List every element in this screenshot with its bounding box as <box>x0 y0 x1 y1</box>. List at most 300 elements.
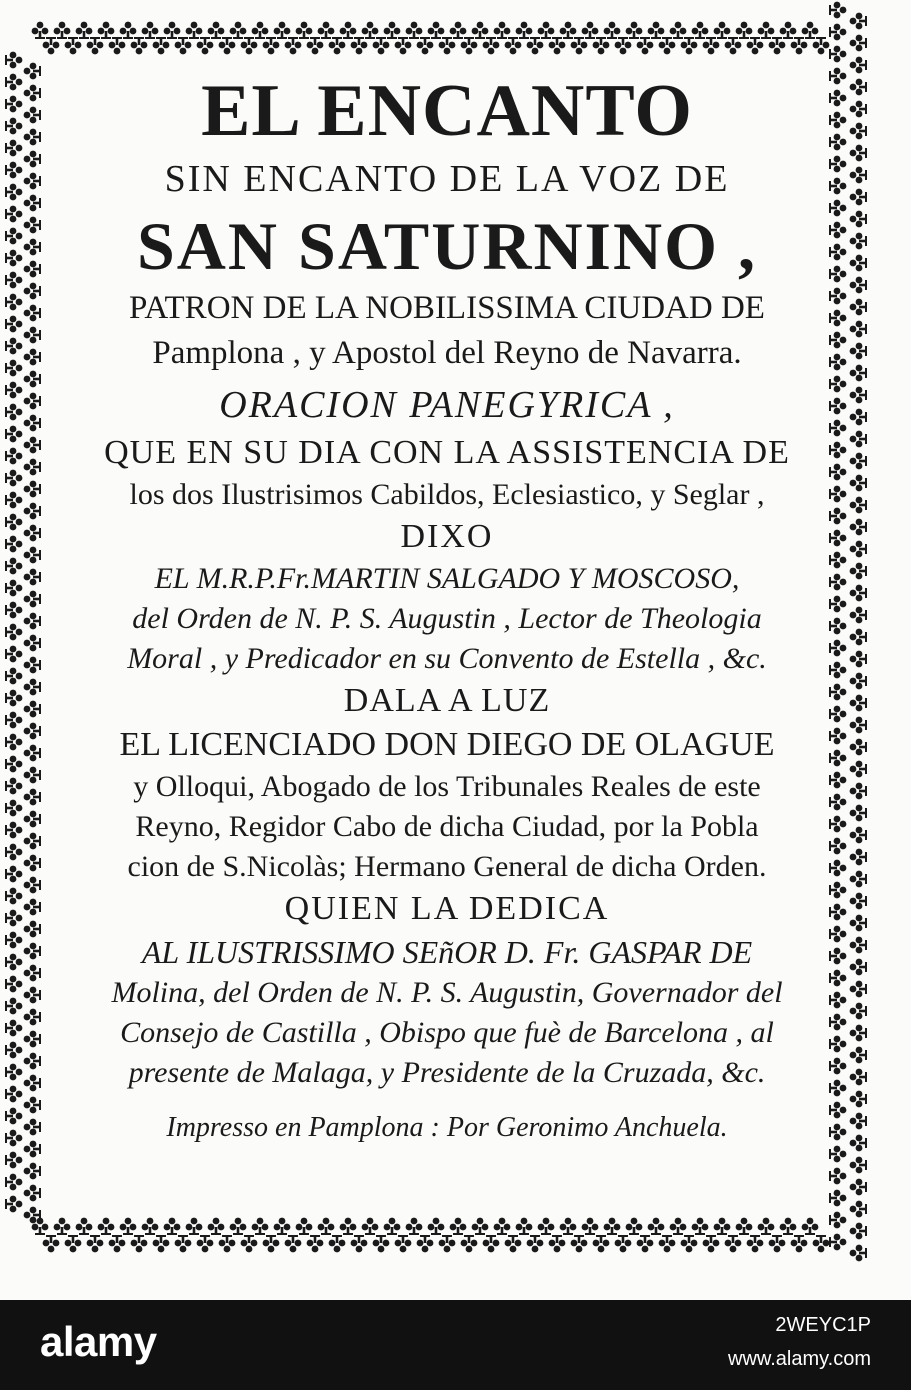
image-id-text: 2WEYC1P <box>775 1314 871 1336</box>
fleuron-ornament <box>725 1235 742 1252</box>
fleuron-ornament <box>296 1218 313 1235</box>
fleuron-ornament <box>850 13 867 30</box>
ilustrissimo-line: AL ILUSTRISSIMO SEñOR D. Fr. GASPAR DE <box>141 934 753 970</box>
fleuron-ornament <box>24 987 41 1004</box>
fleuron-ornament <box>850 409 867 426</box>
fleuron-ornament <box>560 1218 577 1235</box>
molina-line: Molina, del Orden de N. P. S. Augustin, Governador del <box>111 976 783 1009</box>
fleuron-ornament <box>230 22 247 39</box>
fleuron-ornament <box>571 1235 588 1252</box>
fleuron-ornament <box>714 22 731 39</box>
fleuron-ornament <box>850 827 867 844</box>
fleuron-ornament <box>439 1235 456 1252</box>
fleuron-ornament <box>24 239 41 256</box>
fleuron-ornament <box>850 255 867 272</box>
fleuron-ornament <box>54 22 71 39</box>
fleuron-ornament <box>87 37 104 54</box>
border-left-column <box>5 52 41 1224</box>
fleuron-ornament <box>850 1245 867 1262</box>
fleuron-ornament <box>850 431 867 448</box>
fleuron-ornament <box>850 35 867 52</box>
fleuron-ornament <box>615 1235 632 1252</box>
fleuron-ornament <box>850 761 867 778</box>
fleuron-ornament <box>850 519 867 536</box>
fleuron-ornament <box>186 1218 203 1235</box>
cabildos-line: los dos Ilustrisimos Cabildos, Eclesiastico, y Seglar , <box>129 478 765 511</box>
fleuron-ornament <box>24 283 41 300</box>
fleuron-ornament <box>373 37 390 54</box>
fleuron-ornament <box>850 1113 867 1130</box>
fleuron-ornament <box>5 646 22 663</box>
fleuron-ornament <box>417 1235 434 1252</box>
fleuron-ornament <box>285 1235 302 1252</box>
fleuron-ornament <box>5 1042 22 1059</box>
fleuron-ornament <box>5 250 22 267</box>
fleuron-ornament <box>829 1168 846 1185</box>
fleuron-ornament <box>175 37 192 54</box>
fleuron-ornament <box>384 22 401 39</box>
fleuron-ornament <box>373 1235 390 1252</box>
fleuron-ornament <box>252 22 269 39</box>
fleuron-ornament <box>318 22 335 39</box>
fleuron-ornament <box>5 536 22 553</box>
fleuron-ornament <box>850 849 867 866</box>
fleuron-ornament <box>850 277 867 294</box>
fleuron-ornament <box>829 24 846 41</box>
fleuron-ornament <box>5 382 22 399</box>
fleuron-ornament <box>5 272 22 289</box>
fleuron-ornament <box>850 651 867 668</box>
fleuron-ornament <box>5 426 22 443</box>
fleuron-ornament <box>850 211 867 228</box>
fleuron-ornament <box>219 37 236 54</box>
fleuron-ornament <box>850 123 867 140</box>
fleuron-ornament <box>5 492 22 509</box>
fleuron-ornament <box>395 37 412 54</box>
fleuron-ornament <box>24 745 41 762</box>
fleuron-ornament <box>450 22 467 39</box>
fleuron-ornament <box>747 1235 764 1252</box>
fleuron-ornament <box>538 22 555 39</box>
pamplona-line: Pamplona , y Apostol del Reyno de Navarra. <box>152 335 742 371</box>
fleuron-ornament <box>758 22 775 39</box>
fleuron-ornament <box>5 338 22 355</box>
border-bottom-row <box>32 1218 830 1253</box>
fleuron-ornament <box>252 1218 269 1235</box>
fleuron-ornament <box>850 783 867 800</box>
fleuron-ornament <box>850 321 867 338</box>
fleuron-ornament <box>24 217 41 234</box>
fleuron-ornament <box>87 1235 104 1252</box>
fleuron-ornament <box>24 723 41 740</box>
fleuron-ornament <box>32 22 49 39</box>
fleuron-ornament <box>318 1218 335 1235</box>
fleuron-ornament <box>24 129 41 146</box>
fleuron-ornament <box>24 327 41 344</box>
fleuron-ornament <box>850 387 867 404</box>
fleuron-ornament <box>637 37 654 54</box>
fleuron-ornament <box>791 1235 808 1252</box>
fleuron-ornament <box>76 22 93 39</box>
fleuron-ornament <box>153 1235 170 1252</box>
fleuron-ornament <box>5 844 22 861</box>
fleuron-ornament <box>850 1135 867 1152</box>
imprint-line: Impresso en Pamplona : Por Geronimo Anchuela. <box>166 1112 728 1143</box>
fleuron-ornament <box>5 448 22 465</box>
fleuron-ornament <box>637 1235 654 1252</box>
border-top-row <box>32 22 830 55</box>
fleuron-ornament <box>24 1053 41 1070</box>
fleuron-ornament <box>5 580 22 597</box>
fleuron-ornament <box>307 1235 324 1252</box>
fleuron-ornament <box>24 701 41 718</box>
fleuron-ornament <box>406 22 423 39</box>
title-text-block <box>62 66 832 1142</box>
fleuron-ornament <box>329 37 346 54</box>
fleuron-ornament <box>483 1235 500 1252</box>
fleuron-ornament <box>5 96 22 113</box>
fleuron-ornament <box>670 1218 687 1235</box>
fleuron-ornament <box>850 475 867 492</box>
fleuron-ornament <box>850 365 867 382</box>
fleuron-ornament <box>24 635 41 652</box>
fleuron-ornament <box>5 690 22 707</box>
fleuron-ornament <box>461 1235 478 1252</box>
fleuron-ornament <box>24 459 41 476</box>
fleuron-ornament <box>5 558 22 575</box>
fleuron-ornament <box>736 22 753 39</box>
fleuron-ornament <box>285 37 302 54</box>
fleuron-ornament <box>24 965 41 982</box>
fleuron-ornament <box>593 37 610 54</box>
fleuron-ornament <box>681 1235 698 1252</box>
fleuron-ornament <box>24 1185 41 1202</box>
fleuron-ornament <box>24 393 41 410</box>
fleuron-ornament <box>5 1130 22 1147</box>
fleuron-ornament <box>5 1196 22 1213</box>
fleuron-ornament <box>5 998 22 1015</box>
fleuron-ornament <box>626 22 643 39</box>
fleuron-ornament <box>24 833 41 850</box>
fleuron-ornament <box>725 37 742 54</box>
fleuron-ornament <box>5 316 22 333</box>
fleuron-ornament <box>549 37 566 54</box>
fleuron-ornament <box>5 140 22 157</box>
fleuron-ornament <box>5 1086 22 1103</box>
fleuron-ornament <box>142 1218 159 1235</box>
fleuron-ornament <box>24 899 41 916</box>
fleuron-ornament <box>850 1069 867 1086</box>
fleuron-ornament <box>5 1174 22 1191</box>
fleuron-ornament <box>5 954 22 971</box>
fleuron-ornament <box>98 1218 115 1235</box>
fleuron-ornament <box>527 37 544 54</box>
fleuron-ornament <box>24 877 41 894</box>
fleuron-ornament <box>24 107 41 124</box>
fleuron-ornament <box>850 233 867 250</box>
fleuron-ornament <box>362 1218 379 1235</box>
fleuron-ornament <box>850 607 867 624</box>
fleuron-ornament <box>5 360 22 377</box>
fleuron-ornament <box>5 822 22 839</box>
fleuron-ornament <box>24 811 41 828</box>
fleuron-ornament <box>175 1235 192 1252</box>
fleuron-ornament <box>428 1218 445 1235</box>
fleuron-ornament <box>5 404 22 421</box>
fleuron-ornament <box>850 915 867 932</box>
fleuron-ornament <box>850 981 867 998</box>
fleuron-ornament <box>829 46 846 63</box>
fleuron-ornament <box>24 569 41 586</box>
fleuron-ornament <box>648 22 665 39</box>
fleuron-ornament <box>850 673 867 690</box>
fleuron-ornament <box>813 37 830 54</box>
fleuron-ornament <box>24 657 41 674</box>
fleuron-ornament <box>24 679 41 696</box>
fleuron-ornament <box>850 563 867 580</box>
fleuron-ornament <box>24 1075 41 1092</box>
fleuron-ornament <box>5 888 22 905</box>
fleuron-ornament <box>24 261 41 278</box>
fleuron-ornament <box>24 1009 41 1026</box>
fleuron-ornament <box>65 1235 82 1252</box>
fleuron-ornament <box>850 717 867 734</box>
fleuron-ornament <box>850 739 867 756</box>
fleuron-ornament <box>24 1119 41 1136</box>
fleuron-ornament <box>850 585 867 602</box>
fleuron-ornament <box>120 1218 137 1235</box>
fleuron-ornament <box>850 145 867 162</box>
watermark-bar <box>0 1300 911 1390</box>
fleuron-ornament <box>24 921 41 938</box>
fleuron-ornament <box>307 37 324 54</box>
fleuron-ornament <box>850 629 867 646</box>
fleuron-ornament <box>417 37 434 54</box>
fleuron-ornament <box>362 22 379 39</box>
fleuron-ornament <box>5 470 22 487</box>
fleuron-ornament <box>24 151 41 168</box>
fleuron-ornament <box>65 37 82 54</box>
consejo-line: Consejo de Castilla , Obispo que fuè de Barcelona , al <box>120 1016 774 1049</box>
fleuron-ornament <box>516 1218 533 1235</box>
border-right-column <box>829 2 867 1262</box>
fleuron-ornament <box>5 910 22 927</box>
fleuron-ornament <box>850 541 867 558</box>
fleuron-ornament <box>850 1223 867 1240</box>
fleuron-ornament <box>780 1218 797 1235</box>
fleuron-ornament <box>142 22 159 39</box>
fleuron-ornament <box>5 228 22 245</box>
fleuron-ornament <box>769 1235 786 1252</box>
fleuron-ornament <box>850 871 867 888</box>
fleuron-ornament <box>131 37 148 54</box>
fleuron-ornament <box>538 1218 555 1235</box>
fleuron-ornament <box>5 1064 22 1081</box>
fleuron-ornament <box>829 1234 846 1251</box>
fleuron-ornament <box>5 162 22 179</box>
fleuron-ornament <box>747 37 764 54</box>
fleuron-ornament <box>24 503 41 520</box>
fleuron-ornament <box>208 22 225 39</box>
fleuron-ornament <box>24 437 41 454</box>
fleuron-ornament <box>241 37 258 54</box>
fleuron-ornament <box>659 37 676 54</box>
fleuron-ornament <box>472 22 489 39</box>
fleuron-ornament <box>571 37 588 54</box>
author-line: EL M.R.P.Fr.MARTIN SALGADO Y MOSCOSO, <box>154 562 740 595</box>
fleuron-ornament <box>439 37 456 54</box>
fleuron-ornament <box>850 959 867 976</box>
fleuron-ornament <box>24 173 41 190</box>
fleuron-ornament <box>472 1218 489 1235</box>
fleuron-ornament <box>692 1218 709 1235</box>
fleuron-ornament <box>850 79 867 96</box>
fleuron-ornament <box>164 1218 181 1235</box>
fleuron-ornament <box>527 1235 544 1252</box>
fleuron-ornament <box>5 624 22 641</box>
fleuron-ornament <box>736 1218 753 1235</box>
fleuron-ornament <box>406 1218 423 1235</box>
fleuron-ornament <box>219 1235 236 1252</box>
fleuron-ornament <box>829 1190 846 1207</box>
fleuron-ornament <box>5 668 22 685</box>
fleuron-ornament <box>5 1020 22 1037</box>
fleuron-ornament <box>516 22 533 39</box>
fleuron-ornament <box>626 1218 643 1235</box>
fleuron-ornament <box>494 1218 511 1235</box>
nicolas-line: cion de S.Nicolàs; Hermano General de dicha Orden. <box>127 850 767 883</box>
fleuron-ornament <box>5 184 22 201</box>
malaga-line: presente de Malaga, y Presidente de la Cruzada, &c. <box>128 1056 766 1089</box>
fleuron-ornament <box>24 613 41 630</box>
fleuron-ornament <box>76 1218 93 1235</box>
alamy-logo: alamy <box>40 1318 157 1365</box>
fleuron-ornament <box>802 22 819 39</box>
fleuron-ornament <box>483 37 500 54</box>
fleuron-ornament <box>850 1047 867 1064</box>
fleuron-ornament <box>648 1218 665 1235</box>
fleuron-ornament <box>850 497 867 514</box>
fleuron-ornament <box>340 22 357 39</box>
reyno-line: Reyno, Regidor Cabo de dicha Ciudad, por la Pobla <box>135 810 759 843</box>
fleuron-ornament <box>24 1141 41 1158</box>
fleuron-ornament <box>24 371 41 388</box>
olloqui-line: y Olloqui, Abogado de los Tribunales Reales de este <box>133 770 761 803</box>
fleuron-ornament <box>5 1152 22 1169</box>
fleuron-ornament <box>384 1218 401 1235</box>
fleuron-ornament <box>703 1235 720 1252</box>
fleuron-ornament <box>560 22 577 39</box>
fleuron-ornament <box>758 1218 775 1235</box>
fleuron-ornament <box>769 37 786 54</box>
fleuron-ornament <box>24 767 41 784</box>
fleuron-ornament <box>351 1235 368 1252</box>
fleuron-ornament <box>296 22 313 39</box>
fleuron-ornament <box>850 805 867 822</box>
fleuron-ornament <box>263 37 280 54</box>
fleuron-ornament <box>714 1218 731 1235</box>
patron-line: PATRON DE LA NOBILISSIMA CIUDAD DE <box>129 290 765 326</box>
fleuron-ornament <box>131 1235 148 1252</box>
fleuron-ornament <box>850 453 867 470</box>
fleuron-ornament <box>153 37 170 54</box>
orden-line: del Orden de N. P. S. Augustin , Lector de Theologia <box>132 602 762 635</box>
fleuron-ornament <box>850 937 867 954</box>
fleuron-ornament <box>5 756 22 773</box>
fleuron-ornament <box>791 37 808 54</box>
fleuron-ornament <box>780 22 797 39</box>
fleuron-ornament <box>5 52 22 69</box>
fleuron-ornament <box>604 1218 621 1235</box>
fleuron-ornament <box>850 1157 867 1174</box>
fleuron-ornament <box>813 1235 830 1252</box>
fleuron-ornament <box>850 1003 867 1020</box>
fleuron-ornament <box>197 37 214 54</box>
dedica-line: QUIEN LA DEDICA <box>284 890 610 927</box>
fleuron-ornament <box>703 37 720 54</box>
fleuron-ornament <box>329 1235 346 1252</box>
fleuron-ornament <box>850 1025 867 1042</box>
fleuron-ornament <box>24 63 41 80</box>
fleuron-ornament <box>351 37 368 54</box>
fleuron-ornament <box>692 22 709 39</box>
fleuron-ornament <box>230 1218 247 1235</box>
fleuron-ornament <box>274 1218 291 1235</box>
fleuron-ornament <box>164 22 181 39</box>
fleuron-ornament <box>549 1235 566 1252</box>
fleuron-ornament <box>24 943 41 960</box>
fleuron-ornament <box>5 294 22 311</box>
fleuron-ornament <box>24 1163 41 1180</box>
fleuron-ornament <box>24 789 41 806</box>
fleuron-ornament <box>582 22 599 39</box>
fleuron-ornament <box>24 349 41 366</box>
fleuron-ornament <box>5 800 22 817</box>
dala-luz-line: DALA A LUZ <box>343 682 551 719</box>
fleuron-ornament <box>24 195 41 212</box>
fleuron-ornament <box>670 22 687 39</box>
fleuron-ornament <box>829 2 846 19</box>
fleuron-ornament <box>850 101 867 118</box>
fleuron-ornament <box>24 547 41 564</box>
fleuron-ornament <box>109 1235 126 1252</box>
fleuron-ornament <box>850 1179 867 1196</box>
title-line-2: SIN ENCANTO DE LA VOZ DE <box>164 158 730 200</box>
fleuron-ornament <box>850 299 867 316</box>
fleuron-ornament <box>24 855 41 872</box>
fleuron-ornament <box>850 167 867 184</box>
fleuron-ornament <box>24 1097 41 1114</box>
fleuron-ornament <box>615 37 632 54</box>
fleuron-ornament <box>43 1235 60 1252</box>
fleuron-ornament <box>24 305 41 322</box>
fleuron-ornament <box>461 37 478 54</box>
fleuron-ornament <box>263 1235 280 1252</box>
fleuron-ornament <box>829 1212 846 1229</box>
fleuron-ornament <box>5 932 22 949</box>
title-line-1: EL ENCANTO <box>201 70 693 152</box>
fleuron-ornament <box>5 866 22 883</box>
fleuron-ornament <box>5 712 22 729</box>
fleuron-ornament <box>24 85 41 102</box>
dixo-line: DIXO <box>400 518 494 555</box>
fleuron-ornament <box>5 118 22 135</box>
fleuron-ornament <box>850 57 867 74</box>
fleuron-ornament <box>24 525 41 542</box>
title-line-3: SAN SATURNINO , <box>136 208 758 284</box>
licenciado-line: EL LICENCIADO DON DIEGO DE OLAGUE <box>119 726 775 763</box>
fleuron-ornament <box>604 22 621 39</box>
